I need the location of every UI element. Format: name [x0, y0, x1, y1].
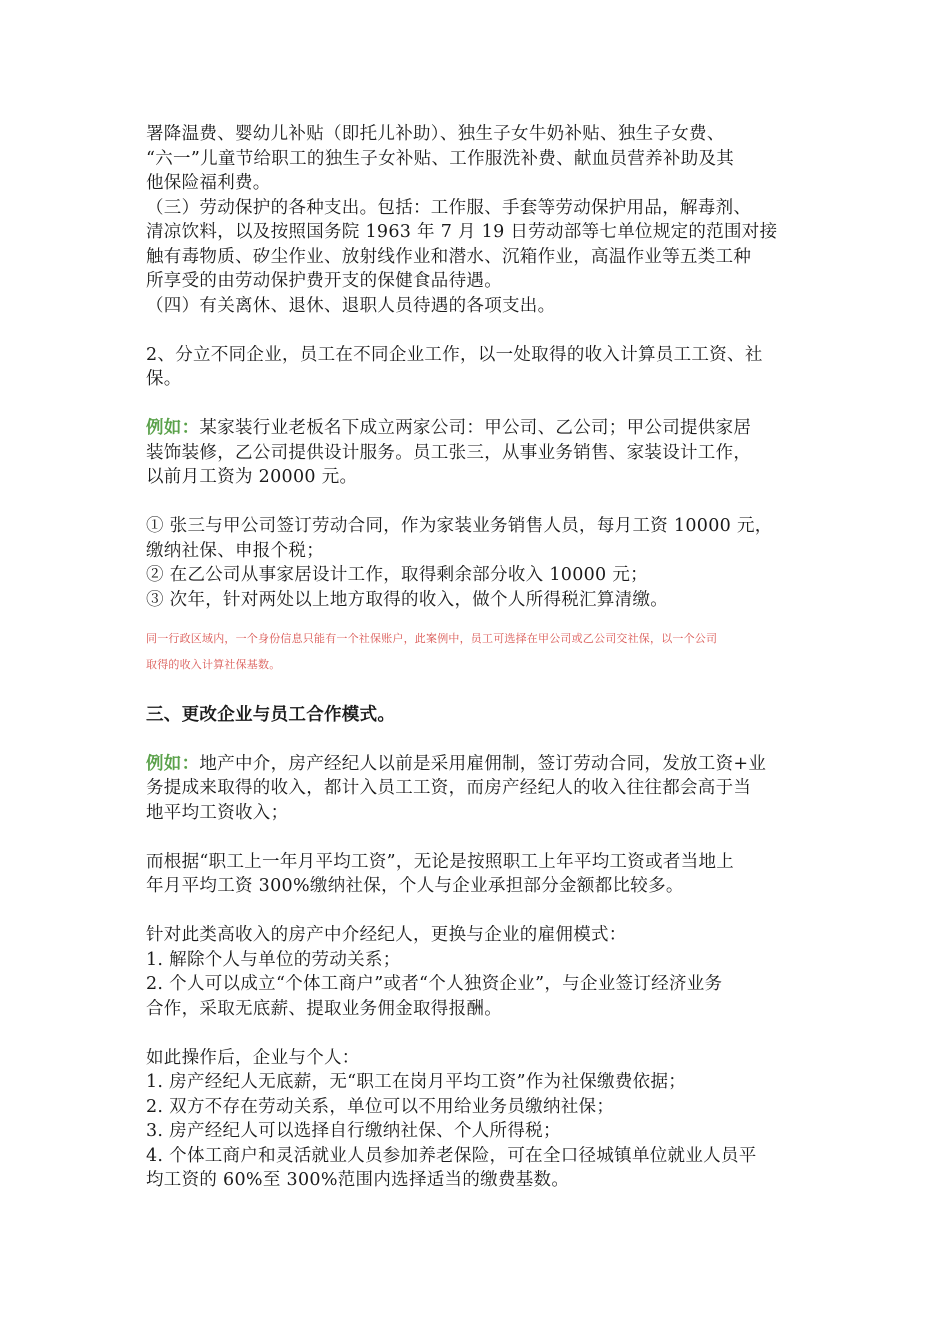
document-page: [146, 122, 806, 1193]
text-line: 保。: [146, 369, 182, 389]
list-item: 1. 解除个人与单位的劳动关系；: [146, 949, 401, 970]
text-line: 他保险福利费。: [146, 173, 271, 193]
section-3-title: 三、更改企业与员工合作模式。: [146, 704, 396, 725]
list-item: 2. 个人可以成立“个体工商户”或者“个人独资企业”，与企业签订经济业务: [146, 974, 723, 994]
text-line: 装饰装修，乙公司提供设计服务。员工张三，从事业务销售、家装设计工作，: [146, 442, 752, 463]
text-line: 年月平均工资 300%缴纳社保，个人与企业承担部分金额都比较多。: [146, 876, 684, 896]
list-item: 4. 个体工商户和灵活就业人员参加养老保险，可在全口径城镇单位就业人员平: [146, 1145, 757, 1166]
text-line: 署降温费、婴幼儿补贴（即托儿补助）、独生子女牛奶补贴、独生子女费、: [146, 124, 725, 144]
text-line: 清凉饮料，以及按照国务院 1963 年 7 月 19 日劳动部等七单位规定的范围对接: [146, 222, 778, 242]
steps-list: [146, 514, 806, 612]
list-item: ② 在乙公司从事家居设计工作，取得剩余部分收入 10000 元；: [146, 565, 648, 585]
list-item: ③ 次年，针对两处以上地方取得的收入，做个人所得税汇算清缴。: [146, 589, 669, 610]
example-text: 地产中介，房产经纪人以前是采用雇佣制，签订劳动合同，发放工资+业: [199, 753, 767, 774]
list-item: 3. 房产经纪人可以选择自行缴纳社保、个人所得税；: [146, 1121, 561, 1141]
text-line: 以前月工资为 20000 元。: [146, 467, 358, 487]
example-label: 例如：: [146, 753, 200, 774]
text-line: 触有毒物质、矽尘作业、放射线作业和潜水、沉箱作业，高温作业等五类工种: [146, 246, 752, 267]
text-line: 而根据“职工上一年月平均工资”，无论是按照职工上年平均工资或者当地上: [146, 851, 735, 872]
text-line: 地平均工资收入；: [146, 802, 289, 823]
text-line: 如此操作后，企业与个人：: [146, 1047, 360, 1068]
example-decoration-paragraph: [146, 416, 806, 490]
text-line: 所享受的由劳动保护费开支的保健食品待遇。: [146, 271, 502, 291]
employment-change-list: [146, 923, 806, 1021]
split-enterprise-heading: [146, 343, 806, 392]
text-line: [146, 752, 806, 777]
retirement-paragraph: （四）有关离休、退休、退职人员待遇的各项支出。: [146, 295, 556, 316]
wage-basis-paragraph: [146, 850, 806, 899]
text-line: [146, 416, 806, 441]
social-security-note: [146, 626, 806, 678]
labor-protection-paragraph: [146, 196, 806, 294]
text-line: 针对此类高收入的房产中介经纪人，更换与企业的雇佣模式：: [146, 925, 627, 945]
list-item: 合作，采取无底薪、提取业务佣金取得报酬。: [146, 998, 502, 1019]
welfare-paragraph: [146, 122, 806, 196]
result-list: [146, 1046, 806, 1193]
example-real-estate-paragraph: [146, 752, 806, 826]
list-item: 缴纳社保、申报个税；: [146, 540, 324, 561]
text-line: “六一”儿童节给职工的独生子女补贴、工作服洗补费、献血员营养补助及其: [146, 148, 735, 169]
note-line: 取得的收入计算社保基数。: [146, 658, 281, 671]
list-item: 1. 房产经纪人无底薪，无“职工在岗月平均工资”作为社保缴费依据；: [146, 1072, 687, 1092]
note-line: 同一行政区域内，一个身份信息只能有一个社保账户，此案例中，员工可选择在甲公司或乙公司交社保，以一个公司: [146, 632, 718, 645]
text-line: （三）劳动保护的各种支出。包括：工作服、手套等劳动保护用品，解毒剂、: [146, 197, 752, 218]
list-item: 均工资的 60%至 300%范围内选择适当的缴费基数。: [146, 1170, 570, 1190]
example-text: 某家装行业老板名下成立两家公司：甲公司、乙公司；甲公司提供家居: [199, 418, 752, 438]
example-label: 例如：: [146, 418, 200, 438]
text-line: 2、分立不同企业，员工在不同企业工作，以一处取得的收入计算员工工资、社: [146, 344, 763, 365]
list-item: ① 张三与甲公司签订劳动合同，作为家装业务销售人员，每月工资 10000 元，: [146, 516, 773, 536]
list-item: 2. 双方不存在劳动关系，单位可以不用给业务员缴纳社保；: [146, 1096, 615, 1117]
text-line: 务提成来取得的收入，都计入员工工资，而房产经纪人的收入往往都会高于当: [146, 778, 752, 798]
